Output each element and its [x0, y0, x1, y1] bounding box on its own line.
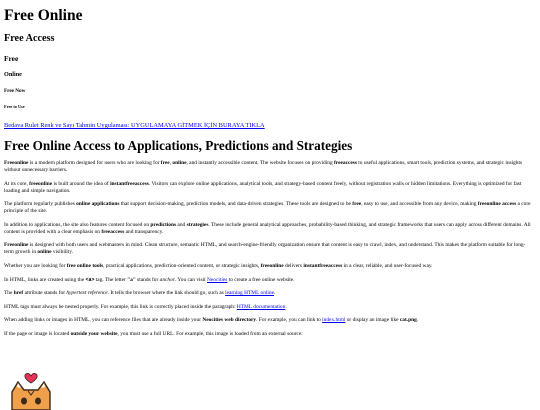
- text: . You can visit: [174, 276, 207, 283]
- strong-text: instantfreeaccess: [303, 262, 343, 269]
- text: .: [273, 290, 276, 297]
- strong-text: freeaccess: [101, 228, 125, 235]
- cat-eye-left: [21, 398, 27, 405]
- italic-text: hypertext reference: [66, 290, 108, 297]
- text: ,: [169, 160, 173, 166]
- strong-text: Neocities web directory: [202, 317, 257, 324]
- text: that support decision-making, prediction models, and data-driven strategies. These tools are designed to be: [119, 201, 353, 208]
- strong-text: predictions: [150, 221, 177, 228]
- heart-icon: [25, 373, 37, 383]
- app-link[interactable]: Bedava Rulet Renk ve Sayı Tahmin Uygulaması: UYGULAMAYA GİTMEK İÇİN BURAYA TIKLA: [4, 122, 265, 129]
- text: . It tells the browser where the link should go, such as: [107, 290, 226, 297]
- paragraph-intro: [4, 160, 534, 174]
- cat-eye-right: [35, 398, 41, 405]
- text: . These include general analytical approaches, probability-based thinking, and strategic frameworks that users can apply across different domains. All content is provided with a clear emphasis on: [4, 221, 531, 235]
- text: , you must use a full URL. For example, this image is loaded from an external source:: [117, 330, 303, 337]
- heading-3: Free: [4, 54, 19, 63]
- paragraph-nesting: [4, 304, 534, 311]
- text: In addition to applications, the site also features content focused on: [4, 221, 151, 228]
- strong-text: free: [352, 201, 362, 208]
- text: HTML tags must always be nested properly. For example, this link is correctly placed inside the paragraph:: [4, 303, 237, 310]
- strong-text: outside your website: [70, 330, 118, 337]
- strong-text: Freeonline: [4, 160, 29, 166]
- heading-1: Free Online: [4, 7, 83, 24]
- text: and transparency.: [124, 228, 164, 235]
- neocities-link[interactable]: Neocities: [206, 276, 228, 283]
- paragraph-href: [4, 290, 534, 297]
- strong-text: online applications: [76, 201, 120, 208]
- text: in a clear, reliable, and user-focused way.: [342, 262, 433, 269]
- text: The: [4, 290, 14, 297]
- text: visibility.: [51, 249, 73, 256]
- text: is a modern platform designed for users who are looking for: [28, 160, 161, 166]
- paragraph-applications: [4, 201, 534, 215]
- strong-text: freeonline access: [477, 201, 517, 208]
- paragraph-core: [4, 181, 534, 195]
- learning-html-link[interactable]: learning HTML online: [225, 290, 274, 297]
- text: , easy to use, and accessible from any device, making: [361, 201, 478, 208]
- paragraph-html-links: [4, 277, 534, 284]
- html-documentation-link[interactable]: HTML documentation: [236, 303, 286, 310]
- text: The platform regularly publishes: [4, 201, 77, 208]
- text: stands for: [135, 276, 160, 283]
- strong-text: strategies: [186, 221, 209, 228]
- text: tag. The letter: [94, 276, 128, 283]
- text: .: [285, 303, 287, 310]
- text: . For example, you can link to: [256, 317, 323, 324]
- paragraph-external: [4, 331, 534, 338]
- strong-text: freeonline: [260, 262, 284, 269]
- article-body: [4, 160, 534, 345]
- text: , and instantly accessible content. The website focuses on providing: [186, 160, 334, 166]
- strong-text: cat.png: [399, 317, 417, 324]
- text: When adding links or images in HTML, you can reference files that are already inside your: [4, 317, 203, 324]
- paragraph-predictions: [4, 222, 534, 236]
- text: is built around the idea of: [52, 180, 111, 187]
- strong-text: href: [13, 290, 24, 297]
- text: attribute stands for: [23, 290, 67, 297]
- strong-text: online: [37, 249, 52, 256]
- paragraph-summary: [4, 263, 534, 270]
- text: In HTML, links are created using the: [4, 276, 86, 283]
- text: to useful applications, smart tools, prediction systems, and strategic insights without unnecessary barriers.: [4, 160, 523, 173]
- text: or display an image like: [345, 317, 400, 324]
- strong-text: online: [172, 160, 187, 166]
- text: is designed with both users and webmasters in mind. Clean structure, semantic HTML, and search-engine-friendly organization ensure that content is easy to crawl, index, and understand. This makes the platform suitable for long-term growth in: [4, 242, 526, 256]
- text: to create a free online website.: [227, 276, 295, 283]
- italic-text: anchor: [159, 276, 175, 283]
- text: .: [416, 317, 419, 324]
- heading-6: Free to Use: [4, 104, 25, 109]
- text: delivers: [283, 262, 304, 269]
- heading-5: Free Now: [4, 88, 26, 94]
- text: At its core,: [4, 180, 30, 187]
- text: Whether you are looking for: [4, 262, 67, 269]
- heading-2: Free Access: [4, 33, 55, 44]
- strong-text: instantfreeaccess: [110, 180, 149, 187]
- text: . Visitors can explore online applications, analytical tools, and strategy-based content freely, without registration walls or hidden limitations. Everything is optimized for fast loading and simple navigation.: [4, 180, 522, 194]
- strong-text: freeonline: [29, 180, 53, 187]
- strong-text: free online tools: [66, 262, 104, 269]
- strong-text: freeaccess: [334, 160, 357, 166]
- strong-text: free: [160, 160, 170, 166]
- paragraph-design: [4, 242, 534, 256]
- strong-text: Freeonline: [4, 242, 29, 249]
- strong-text: "a": [127, 276, 136, 283]
- text: a core principle of the site.: [4, 201, 531, 215]
- text: If the page or image is located: [4, 330, 71, 337]
- text: , practical applications, prediction-oriented content, or strategic insights,: [103, 262, 261, 269]
- code-tag: <a>: [85, 276, 95, 283]
- index-html-link[interactable]: index.html: [322, 317, 346, 324]
- paragraph-directory: [4, 317, 534, 324]
- heading-4: Online: [4, 71, 22, 78]
- cat-image: [4, 370, 74, 410]
- text: and: [176, 221, 187, 228]
- main-title: Free Online Access to Applications, Predictions and Strategies: [4, 138, 353, 153]
